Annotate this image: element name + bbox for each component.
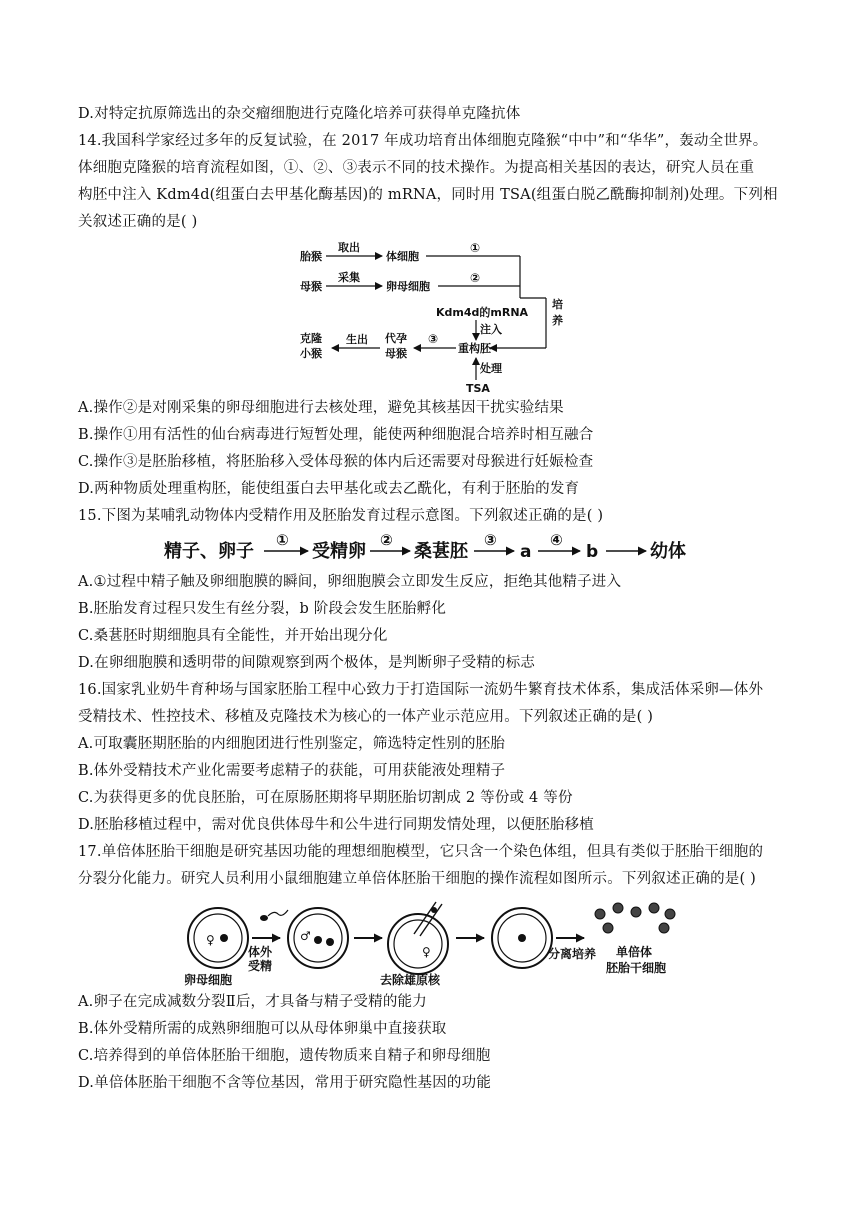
step4-label: ④ xyxy=(550,531,563,549)
step2-label: ② xyxy=(380,531,393,549)
q13-option-d: D.对特定抗原筛选出的杂交瘤细胞进行克隆化培养可获得单克隆抗体 xyxy=(78,106,521,122)
q15-option-d: D.在卵细胞膜和透明带的间隙观察到两个极体，是判断卵子受精的标志 xyxy=(78,655,536,671)
q14-option-b: B.操作①用有活性的仙台病毒进行短暂处理，能使两种细胞混合培养时相互融合 xyxy=(78,427,594,443)
step3-label: ③ xyxy=(484,531,497,549)
separate-culture-label: 分离培养 xyxy=(548,947,597,961)
inject-label: 注入 xyxy=(480,323,502,336)
q17-option-d: D.单倍体胚胎干细胞不含等位基因，常用于研究隐性基因的功能 xyxy=(78,1075,492,1091)
reconstructed-embryo-label: 重构胚 xyxy=(458,342,491,355)
q16-option-c: C.为获得更多的优良胚胎，可在原肠胚期将早期胚胎切割成 2 等份或 4 等份 xyxy=(78,790,573,806)
q17-procedure-diagram xyxy=(180,894,700,988)
remove-male-pronucleus-label: 去除雄原核 xyxy=(380,973,441,987)
stage-a-label: a xyxy=(520,542,532,562)
fetal-monkey-label: 胎猴 xyxy=(300,250,322,263)
mother-monkey-label: 母猴 xyxy=(300,280,322,293)
pipette-removal-icon xyxy=(388,902,448,974)
sperm-icon xyxy=(260,910,288,921)
svg-text:♂: ♂ xyxy=(300,929,311,943)
q15-option-a: A.①过程中精子触及卵细胞膜的瞬间，卵细胞膜会立即发生反应，拒绝其他精子进入 xyxy=(78,574,622,590)
q14-stem-line: 体细胞克隆猴的培育流程如图，①、②、③表示不同的技术操作。为提高相关基因的表达，研究人员在重 xyxy=(78,160,755,176)
q16-option-a: A.可取囊胚期胚胎的内细胞团进行性别鉴定，筛选特定性别的胚胎 xyxy=(78,736,506,752)
surrogate-label: 母猴 xyxy=(385,347,407,360)
q17-option-c: C.培养得到的单倍体胚胎干细胞，遗传物质来自精子和卵母细胞 xyxy=(78,1048,491,1064)
q16-stem-line: 16.国家乳业奶牛育种场与国家胚胎工程中心致力于打造国际一流奶牛繁育技术体系，集成活体采卵—体外 xyxy=(78,682,764,698)
somatic-cell-label: 体细胞 xyxy=(386,250,419,263)
q16-stem-line: 受精技术、性控技术、移植及克隆技术为核心的一体产业示范应用。下列叙述正确的是( ) xyxy=(78,709,654,725)
q14-flow-diagram xyxy=(290,238,580,394)
surrogate-label: 代孕 xyxy=(385,332,407,345)
young-label: 幼体 xyxy=(650,541,686,562)
op3-label: ③ xyxy=(428,332,439,346)
mrna-label: Kdm4d的mRNA xyxy=(436,306,529,319)
q17-option-b: B.体外受精所需的成熟卵细胞可以从母体卵巢中直接获取 xyxy=(78,1021,447,1037)
q15-option-c: C.桑葚胚时期细胞具有全能性，并开始出现分化 xyxy=(78,628,388,644)
oocyte-label: 卵母细胞 xyxy=(386,280,430,293)
svg-text:♀: ♀ xyxy=(206,933,215,947)
haploid-label: 胚胎干细胞 xyxy=(606,961,667,975)
haploid-egg-icon xyxy=(492,908,552,968)
ivf-label: 受精 xyxy=(248,959,273,973)
gametes-label: 精子、卵子 xyxy=(164,541,254,562)
clone-monkey-label: 克隆 xyxy=(300,332,322,345)
q16-option-b: B.体外受精技术产业化需要考虑精子的获能，可用获能液处理精子 xyxy=(78,763,506,779)
q14-stem-line: 构胚中注入 Kdm4d(组蛋白去甲基化酶基因)的 mRNA，同时用 TSA(组蛋白脱乙酰酶抑制剂)处理。下列相 xyxy=(78,187,778,203)
q14-stem-line: 关叙述正确的是( ) xyxy=(78,214,198,230)
culture-label: 养 xyxy=(552,314,563,327)
q16-option-d: D.胚胎移植过程中，需对优良供体母牛和公牛进行同期发情处理，以便胚胎移植 xyxy=(78,817,594,833)
stem-cell-cluster-icon xyxy=(595,903,675,933)
q17-option-a: A.卵子在完成减数分裂Ⅱ后，才具备与精子受精的能力 xyxy=(78,994,427,1010)
ivf-label: 体外 xyxy=(248,945,273,959)
q14-option-c: C.操作③是胚胎移植，将胚胎移入受体母猴的体内后还需要对母猴进行妊娠检查 xyxy=(78,454,594,470)
q14-stem-line: 14.我国科学家经过多年的反复试验，在 2017 年成功培育出体细胞克隆猴“中中”和“华华”，轰动全世界。 xyxy=(78,133,768,149)
q15-option-b: B.胚胎发育过程只发生有丝分裂，b 阶段会发生胚胎孵化 xyxy=(78,601,447,617)
q14-option-a: A.操作②是对刚采集的卵母细胞进行去核处理，避免其核基因干扰实验结果 xyxy=(78,400,564,416)
q15-development-diagram xyxy=(160,528,700,568)
clone-monkey-label: 小猴 xyxy=(300,347,322,360)
q17-stem-line: 17.单倍体胚胎干细胞是研究基因功能的理想细胞模型，它只含一个染色体组，但具有类似于胚胎干细胞的 xyxy=(78,844,764,860)
morula-label: 桑葚胚 xyxy=(414,541,468,562)
born-label: 生出 xyxy=(346,333,368,346)
tsa-label: TSA xyxy=(466,382,490,394)
svg-text:♀: ♀ xyxy=(422,945,431,959)
fertilized-egg-label: 受精卵 xyxy=(312,541,366,562)
q15-stem: 15.下图为某哺乳动物体内受精作用及胚胎发育过程示意图。下列叙述正确的是( ) xyxy=(78,508,604,524)
stage-b-label: b xyxy=(586,542,599,562)
fertilized-egg-icon xyxy=(288,908,348,968)
haploid-label: 单倍体 xyxy=(616,945,653,959)
step1-label: ① xyxy=(276,531,289,549)
oocyte-cell-icon xyxy=(188,908,248,968)
collect-label: 采集 xyxy=(338,271,360,284)
treat-label: 处理 xyxy=(480,362,502,375)
op2-label: ② xyxy=(470,271,481,285)
q14-option-d: D.两种物质处理重构胚，能使组蛋白去甲基化或去乙酰化，有利于胚胎的发育 xyxy=(78,481,580,497)
culture-label: 培 xyxy=(552,298,563,311)
op1-label: ① xyxy=(470,241,481,255)
take-out-label: 取出 xyxy=(338,241,360,254)
oocyte-label: 卵母细胞 xyxy=(184,973,233,987)
q17-stem-line: 分裂分化能力。研究人员利用小鼠细胞建立单倍体胚胎干细胞的操作流程如图所示。下列叙述正确的是( ) xyxy=(78,871,757,887)
